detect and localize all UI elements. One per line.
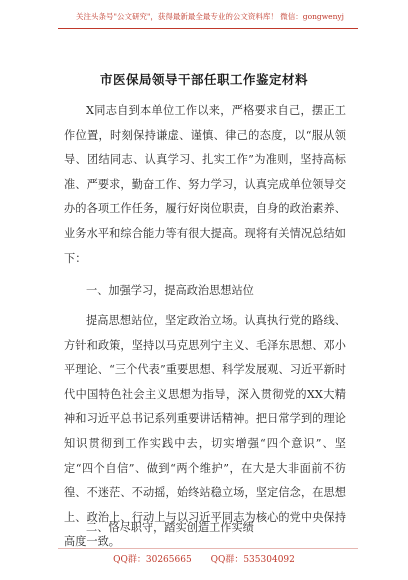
footer-qq-group-2: QQ群：535304092 bbox=[210, 555, 295, 565]
footer-divider bbox=[58, 548, 358, 549]
section-heading-1: 一、加强学习，提高政治思想站位 bbox=[86, 284, 254, 297]
section-1-paragraph: 提高思想站位，坚定政治立场。认真执行党的路线、方针和政策，坚持以马克思列宁主义、毛泽东思想、邓小平理论、“三个代表”重要思想、科学发展观、习近平新时代中国特色社会主义思想为指导，深入贯彻党的XX大精神和习近平总书记系列重要讲话精神。把日常学到的理论知识贯彻到工作实践中去，切实增强“四个意识”、坚定“四个自信”、做到“两个维护”，在大是大非面前不彷徨、不迷茫、不动摇，始终站稳立场，坚定信念，在思想上、政治上、行动上与以习近平同志为核心的党中央保持高度一致。 bbox=[64, 314, 346, 549]
footer-contact bbox=[0, 552, 408, 565]
header-divider bbox=[58, 28, 358, 29]
header-banner: 关注头条号"公文研究"，获得最新最全最专业的公文资料库！ 微信：gongwenyj bbox=[76, 12, 344, 21]
intro-paragraph: X同志自到本单位工作以来，严格要求自己，摆正工作位置，时刻保持谦虚、谨慎、律己的态度，以“服从领导、团结同志、认真学习、扎实工作”为准则，坚持高标准、严要求，勤奋工作、努力学习，认真完成单位领导交办的各项工作任务，履行好岗位职责，自身的政治素养、业务水平和综合能力等有很大提高。现将有关情况总结如下： bbox=[64, 104, 346, 265]
document-title: 市医保局领导干部任职工作鉴定材料 bbox=[99, 72, 308, 87]
footer-qq-group-1: QQ群：30265665 bbox=[113, 555, 192, 565]
section-heading-2: 二、恪尽职守，踏实创造工作实绩 bbox=[86, 521, 254, 534]
